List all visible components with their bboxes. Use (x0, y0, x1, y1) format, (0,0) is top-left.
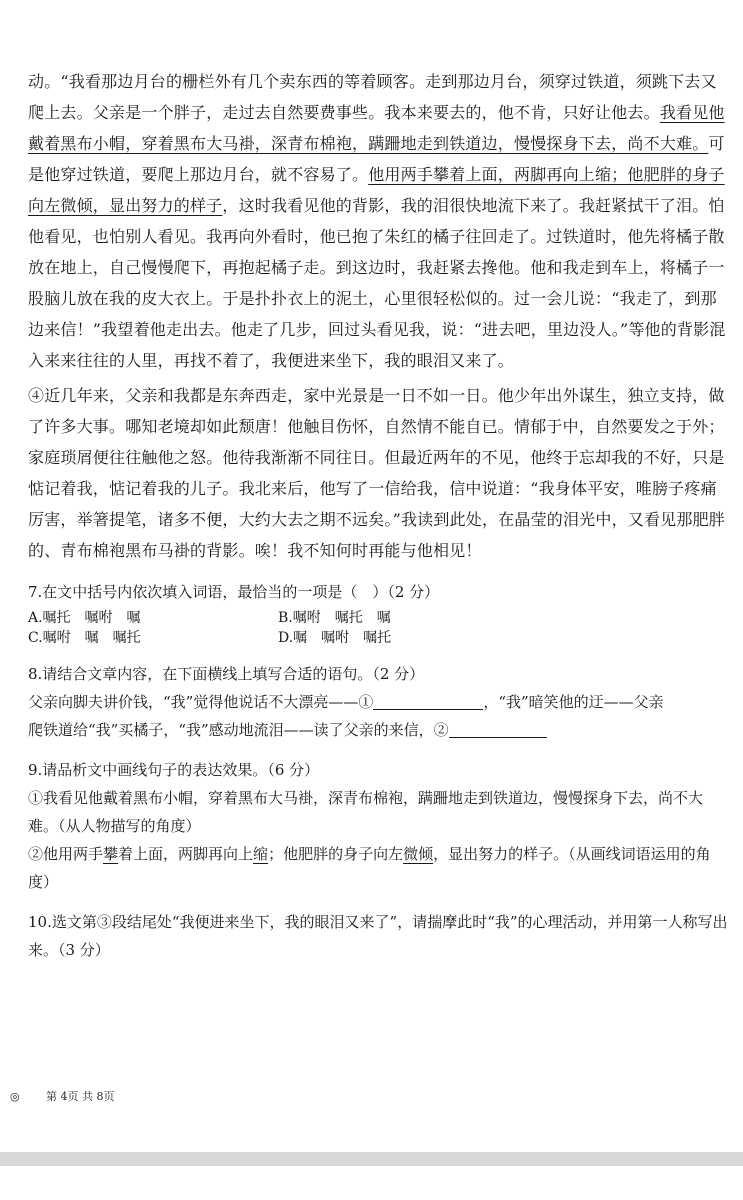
option-d[interactable]: D.嘱 嘱咐 嘱托 (278, 630, 392, 646)
content-area (28, 66, 728, 964)
question-7-options (28, 608, 728, 648)
option-a[interactable]: A.嘱托 嘱咐 嘱 (28, 610, 141, 626)
question-8-title: 8.请结合文章内容，在下面横线上填写合适的语句。（2 分） (28, 665, 425, 683)
para3-text-2: 可是他穿过铁道，要爬上那边月台，就不容易了。 (28, 134, 725, 184)
question-8-line-1 (28, 688, 728, 716)
page-separator-bar (0, 1152, 743, 1166)
question-9-item-1: ①我看见他戴着黑布小帽，穿着黑布大马褂，深青布棉袍，蹒跚地走到铁道边，慢慢探身下去，尚不大难。（从人物描写的角度） (28, 789, 704, 835)
q9-item2-underlined-suo: 缩 (253, 845, 269, 863)
question-9-title: 9.请品析文中画线句子的表达效果。（6 分） (28, 761, 320, 779)
para3-underlined-2: 他用两手攀着上面，两脚再向上缩；他肥胖的身子向左微倾，显出努力的样子 (28, 165, 725, 215)
page-footer (10, 1088, 115, 1104)
question-7-title: 7.在文中括号内依次填入词语，最恰当的一项是（ ）（2 分） (28, 583, 440, 601)
answer-blank-1[interactable] (373, 691, 483, 710)
q8-line2-text: 爬铁道给“我”买橘子，“我”感动地流泪——读了父亲的来信，② (28, 721, 449, 739)
q9-item2-c: 着上面，两脚再向上 (118, 845, 254, 863)
q9-item2-a: ②他用两手 (28, 845, 104, 863)
para3-text-3: ，这时我看见他的背影，我的泪很快地流下来了。我赶紧拭干了泪。怕他看见，也怕别人看见。我再向外看时，他已抱了朱红的橘子往回走了。过铁道时，他先将橘子散放在地上，自己慢慢爬下，再抱起橘子走。到这边时，我赶紧去搀他。他和我走到车上，将橘子一股脑儿放在我的皮大衣上。于是扑扑衣上的泥土，心里很轻松似的。过一会儿说：“我走了，到那边来信！”我望着他走出去。他走了几步，回过头看见我，说：“进去吧，里边没人。”等他的背影混入来来往往的人里，再找不着了，我便进来坐下，我的眼泪又来了。 (28, 196, 726, 370)
question-9-item-2 (28, 840, 728, 896)
q9-item2-g: ，显出努力的样子。（从画线词语运用的角度） (28, 845, 711, 891)
q9-item2-e: ；他肥胖的身子向左 (268, 845, 404, 863)
page-number: 第 4页 共 8页 (46, 1090, 115, 1103)
para3-underlined-1: 我看见他戴着黑布小帽，穿着黑布大马褂，深青布棉袍，蹒跚地走到铁道边，慢慢探身下去，尚不大难。 (28, 103, 725, 153)
para3-text-1: 动。“我看那边月台的栅栏外有几个卖东西的等着顾客。走到那边月台，须穿过铁道，须跳下去又爬上去。父亲是一个胖子，走过去自然要费事些。我本来要去的，他不肯，只好让他去。 (28, 72, 717, 122)
q8-line1-text: 父亲向脚夫讲价钱，“我”觉得他说话不大漂亮——① (28, 693, 374, 711)
paragraph-4: ④近几年来，父亲和我都是东奔西走，家中光景是一日不如一日。他少年出外谋生，独立支持，做了许多大事。哪知老境却如此颓唐！他触目伤怀，自然情不能自已。情郁于中，自然要发之于外；家庭琐屑便往往触他之怒。他待我渐渐不同往日。但最近两年的不见，他终于忘却我的不好，只是惦记着我，惦记着我的儿子。我北来后，他写了一信给我，信中说道：“我身体平安，唯膀子疼痛厉害，举箸提笔，诸多不便，大约大去之期不远矣。”我读到此处，在晶莹的泪光中，又看见那肥胖的、青布棉袍黑布马褂的背影。唉！我不知何时再能与他相见！ (28, 386, 725, 560)
q9-item2-underlined-pan: 攀 (103, 845, 119, 863)
option-c[interactable]: C.嘱咐 嘱 嘱托 (28, 630, 141, 646)
option-b[interactable]: B.嘱咐 嘱托 嘱 (278, 610, 391, 626)
question-8-line-2 (28, 716, 728, 744)
q9-item2-underlined-weiqing: 微倾 (403, 845, 434, 863)
question-10-title: 10.选文第③段结尾处“我便进来坐下，我的眼泪又来了”，请揣摩此时“我”的心理活动，并用第一人称写出来。（3 分） (28, 913, 728, 959)
next-page-area (0, 1166, 743, 1200)
answer-blank-2[interactable] (449, 719, 547, 738)
q8-line1b-text: ，“我”暗笑他的迂——父亲 (483, 693, 664, 711)
footer-mark-icon: ◎ (10, 1090, 20, 1103)
paragraph-3 (28, 66, 728, 376)
